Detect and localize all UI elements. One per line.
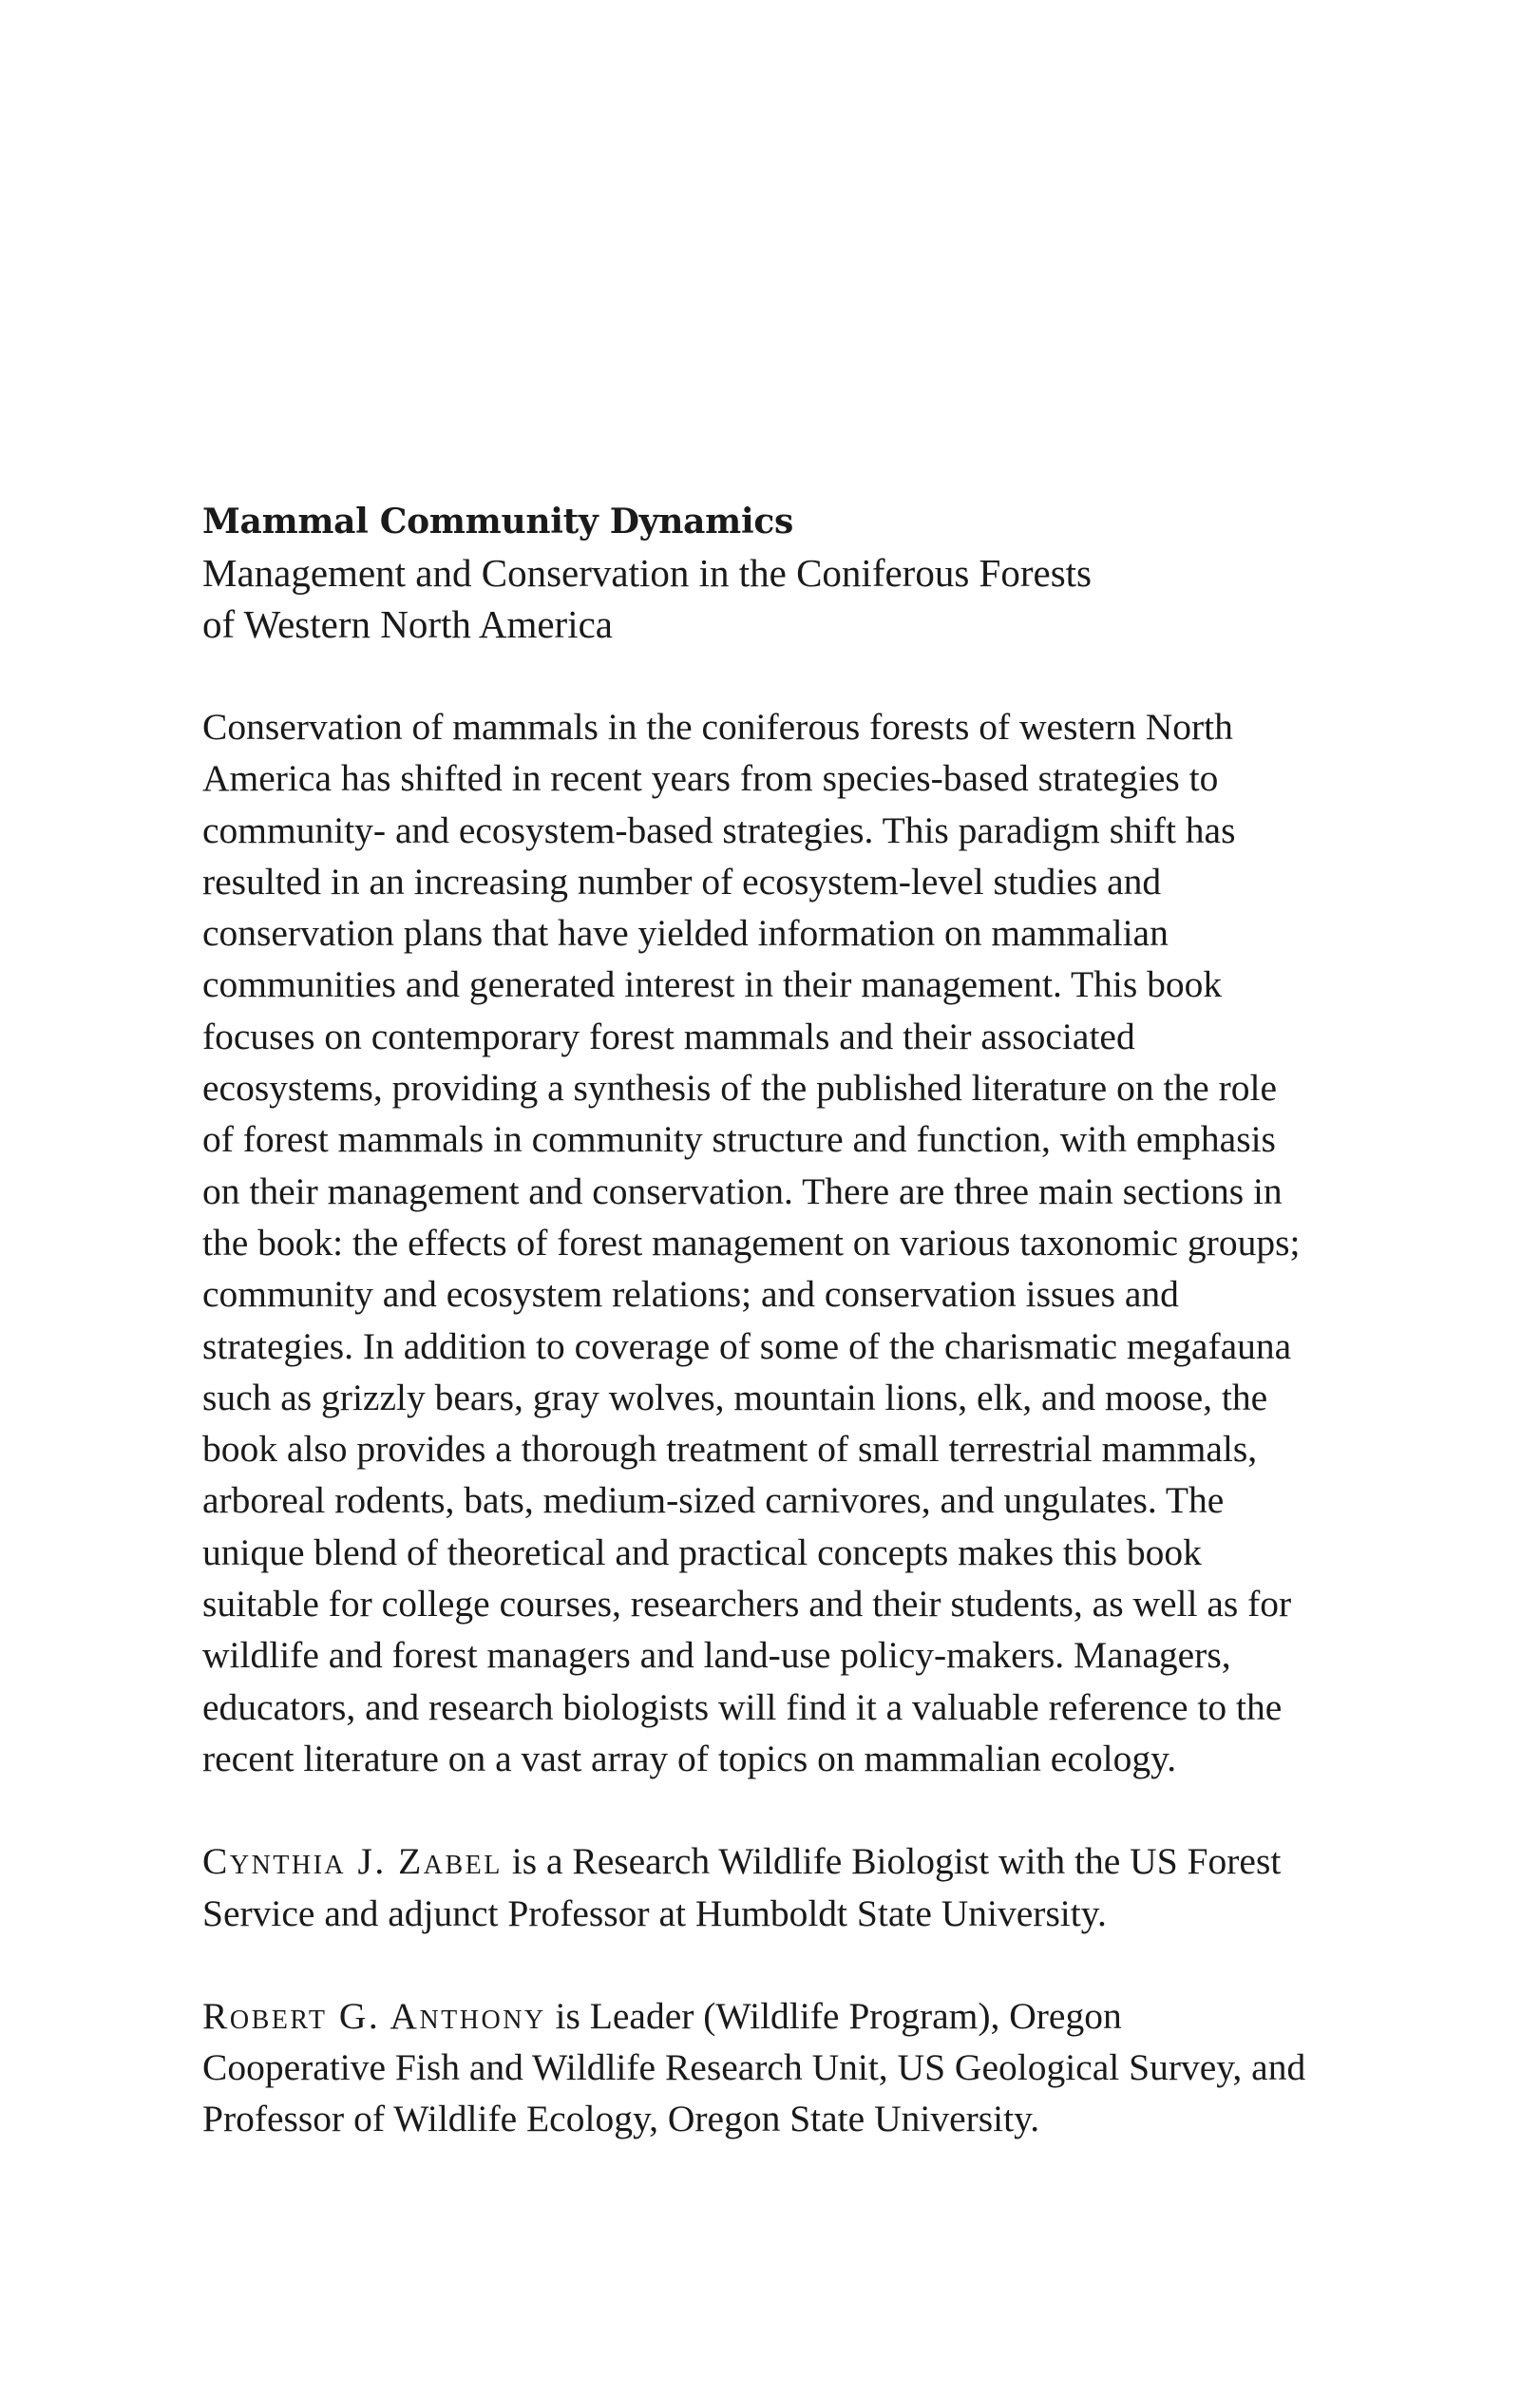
description-line: community and ecosystem relations; and conservation issues and <box>202 1273 1179 1316</box>
description-line: wildlife and forest managers and land-use policy-makers. Managers, <box>202 1634 1231 1677</box>
author-bio-anthony <box>202 1990 1380 2145</box>
description-line: Conservation of mammals in the coniferous forests of western North <box>202 706 1233 748</box>
description-line: recent literature on a vast array of topics on mammalian ecology. <box>202 1737 1177 1779</box>
bio-text: is a Research Wildlife Biologist with the US Forest <box>502 1840 1282 1883</box>
description-line: resulted in an increasing number of ecosystem-level studies and <box>202 860 1162 903</box>
description-line: conservation plans that have yielded information on mammalian <box>202 912 1169 955</box>
book-description-page <box>202 496 1380 2145</box>
description-line: strategies. In addition to coverage of some of the charismatic megafauna <box>202 1324 1292 1367</box>
description-line: America has shifted in recent years from species-based strategies to <box>202 757 1219 800</box>
description-line: suitable for college courses, researchers and their students, as well as for <box>202 1583 1292 1625</box>
description-line: arboreal rodents, bats, medium-sized carnivores, and ungulates. The <box>202 1479 1225 1522</box>
author-name: Cynthia J. Zabel <box>202 1840 503 1883</box>
book-subtitle <box>202 547 1380 650</box>
author-bio-zabel <box>202 1835 1380 1939</box>
book-description <box>202 701 1380 1784</box>
description-line: unique blend of theoretical and practical concepts makes this book <box>202 1530 1202 1573</box>
description-line: focuses on contemporary forest mammals and their associated <box>202 1015 1135 1057</box>
bio-line <box>202 1835 1380 1887</box>
description-line: community- and ecosystem-based strategies. This paradigm shift has <box>202 808 1236 851</box>
bio-line <box>202 1990 1380 2042</box>
book-title: Mammal Community Dynamics <box>202 502 793 542</box>
bio-line: Professor of Wildlife Ecology, Oregon State University. <box>202 2098 1040 2140</box>
description-line: book also provides a thorough treatment of small terrestrial mammals, <box>202 1428 1258 1471</box>
author-name: Robert G. Anthony <box>202 1994 546 2037</box>
description-line: such as grizzly bears, gray wolves, mountain lions, elk, and moose, the <box>202 1376 1268 1418</box>
description-line: ecosystems, providing a synthesis of the published literature on the role <box>202 1067 1277 1110</box>
bio-line: Cooperative Fish and Wildlife Research Unit, US Geological Survey, and <box>202 2046 1306 2089</box>
description-line: the book: the effects of forest management on various taxonomic groups; <box>202 1221 1301 1264</box>
description-line: educators, and research biologists will find it a valuable reference to the <box>202 1685 1283 1728</box>
description-line: of forest mammals in community structure and function, with emphasis <box>202 1118 1276 1161</box>
description-line: on their management and conservation. There are three main sections in <box>202 1169 1283 1212</box>
subtitle-line: of Western North America <box>202 602 614 646</box>
bio-text: is Leader (Wildlife Program), Oregon <box>545 1994 1122 2037</box>
description-line: communities and generated interest in their management. This book <box>202 963 1223 1006</box>
bio-line: Service and adjunct Professor at Humboldt State University. <box>202 1891 1107 1934</box>
subtitle-line: Management and Conservation in the Coniferous Forests <box>202 551 1092 595</box>
